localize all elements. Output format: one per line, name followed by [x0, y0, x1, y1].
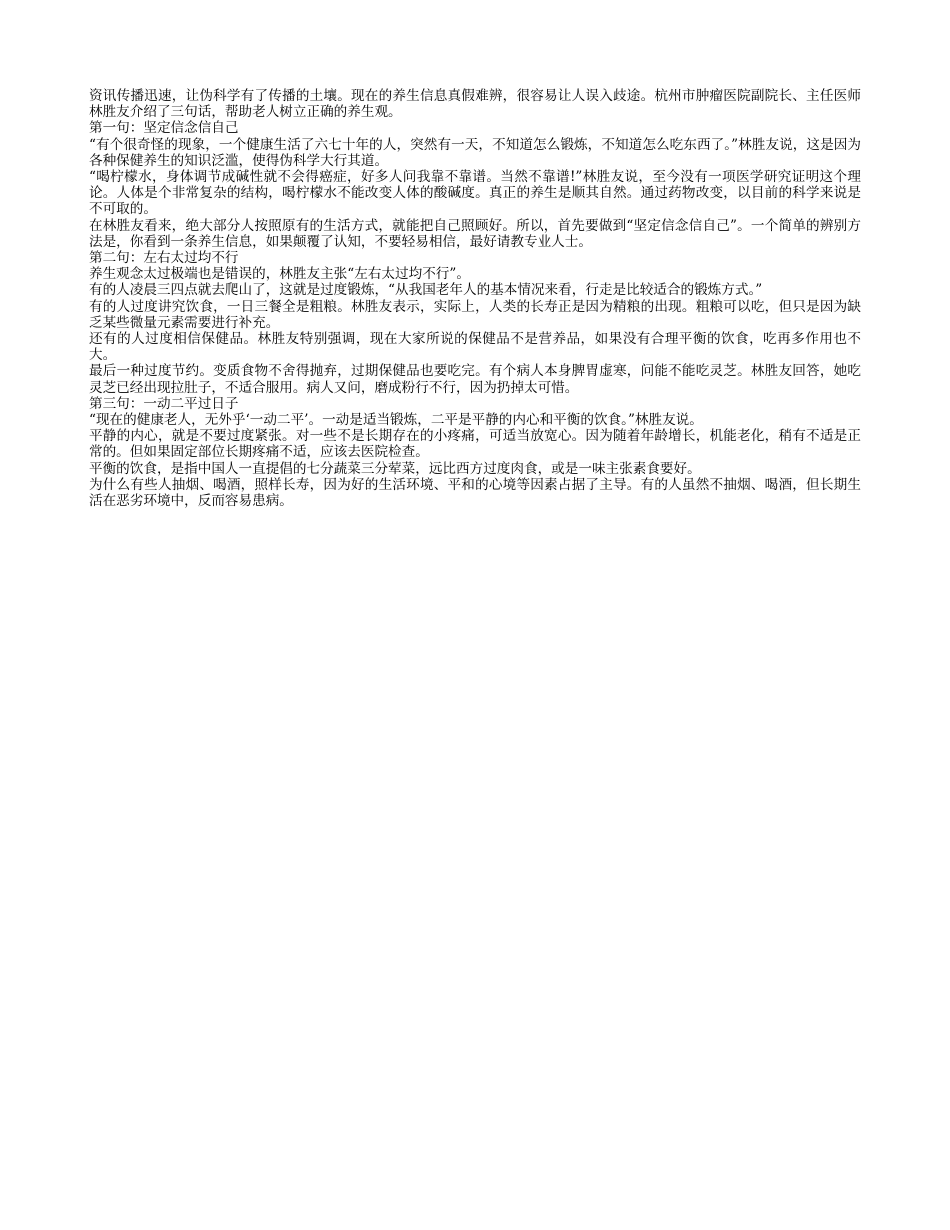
section-heading-1: 第一句：坚定信念信自己 — [89, 120, 239, 137]
paragraph: 在林胜友看来，绝大部分人按照原有的生活方式，就能把自己照顾好。所以，首先要做到“坚定信念信自己”。一个简单的辨别方法是，你看到一条养生信息，如果颠覆了认知，不要轻易相信，最好请教专业人士。 — [89, 217, 861, 250]
paragraph: 还有的人过度相信保健品。林胜友特别强调，现在大家所说的保健品不是营养品，如果没有合理平衡的饮食，吃再多作用也不大。 — [89, 331, 861, 364]
paragraph: 平静的内心，就是不要过度紧张。对一些不是长期存在的小疼痛，可适当放宽心。因为随着年龄增长，机能老化，稍有不适是正常的。但如果固定部位长期疼痛不适，应该去医院检查。 — [89, 428, 861, 461]
paragraph: 最后一种过度节约。变质食物不舍得抛弃，过期保健品也要吃完。有个病人本身脾胃虚寒，问能不能吃灵芝。林胜友回答，她吃灵芝已经出现拉肚子，不适合服用。病人又问，磨成粉行不行，因为扔掉太可惜。 — [89, 363, 861, 396]
paragraph: 有的人凌晨三四点就去爬山了，这就是过度锻炼，“从我国老年人的基本情况来看，行走是比较适合的锻炼方式。” — [89, 282, 763, 299]
section-heading-2: 第二句：左右太过均不行 — [89, 250, 239, 267]
paragraph: 养生观念太过极端也是错误的，林胜友主张“左右太过均不行”。 — [89, 266, 470, 283]
paragraph: 平衡的饮食，是指中国人一直提倡的七分蔬菜三分荤菜，远比西方过度肉食，或是一味主张素食要好。 — [89, 460, 701, 477]
paragraph-intro: 资讯传播迅速，让伪科学有了传播的土壤。现在的养生信息真假难辨，很容易让人误入歧途。杭州市肿瘤医院副院长、主任医师林胜友介绍了三句话，帮助老人树立正确的养生观。 — [89, 88, 861, 121]
article-body — [89, 88, 861, 509]
section-heading-3: 第三句：一动二平过日子 — [89, 395, 239, 412]
paragraph: “喝柠檬水，身体调节成碱性就不会得癌症，好多人问我靠不靠谱。当然不靠谱!”林胜友说，至今没有一项医学研究证明这个理论。人体是个非常复杂的结构，喝柠檬水不能改变人体的酸碱度。真正的养生是顺其自然。通过药物改变，以目前的科学来说是不可取的。 — [89, 169, 861, 218]
paragraph: “有个很奇怪的现象，一个健康生活了六七十年的人，突然有一天，不知道怎么锻炼，不知道怎么吃东西了。”林胜友说，这是因为各种保健养生的知识泛滥，使得伪科学大行其道。 — [89, 136, 861, 169]
paragraph: 有的人过度讲究饮食，一日三餐全是粗粮。林胜友表示，实际上，人类的长寿正是因为精粮的出现。粗粮可以吃，但只是因为缺乏某些微量元素需要进行补充。 — [89, 298, 861, 331]
paragraph: “现在的健康老人，无外乎‘一动二平’。一动是适当锻炼，二平是平静的内心和平衡的饮食。”林胜友说。 — [89, 412, 703, 429]
paragraph: 为什么有些人抽烟、喝酒，照样长寿，因为好的生活环境、平和的心境等因素占据了主导。有的人虽然不抽烟、喝酒，但长期生活在恶劣环境中，反而容易患病。 — [89, 476, 861, 510]
